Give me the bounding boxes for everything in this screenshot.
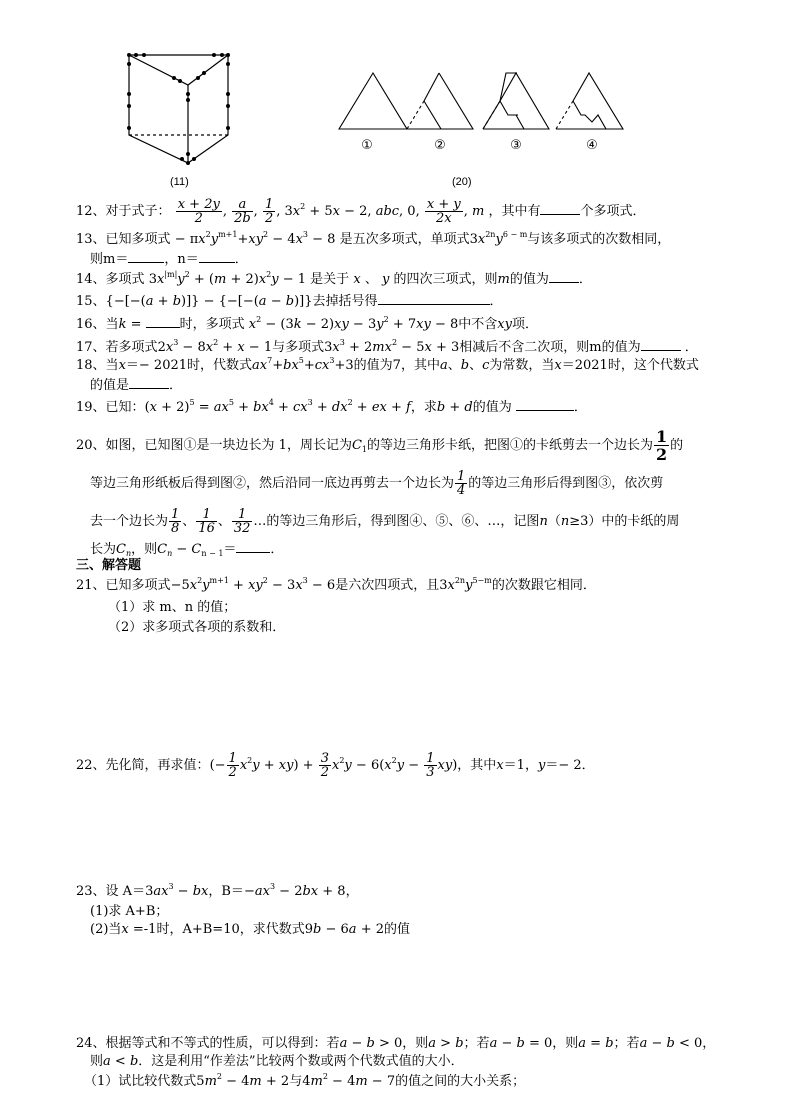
question-15: 15、{−[−(a + b)]} − {−[−(a − b)]}去掉括号得 ． (76, 294, 503, 309)
question-20-line2: 等边三角形纸板后得到图②，然后沿同一底边再剪去一个边长为 $\frac{1}{4}$ 的等边三角形后得到图③，依次剪 (90, 469, 664, 498)
question-21-sub2: （2）求多项式各项的系数和． (108, 620, 286, 635)
question-21: 21、已知多项式$-5x^2y^{m+1} + xy^2 - 3x^3 - 6$是六次四项式，且$3x^{2n}y^{5-m}$的次数跟它相同． (76, 576, 596, 593)
answer-blank-13-m[interactable] (128, 250, 164, 263)
figure-20-mark-1: ① (361, 138, 373, 153)
question-24-sub1: （1）试比较代数式$5m^2 - 4m + 2$与$4m^2 - 4m - 7$的值之间的大小关系； (84, 1072, 526, 1089)
question-19: 19、已知：$(x + 2)^5 = ax^5 + bx^4 + cx^3 + dx^2$ + ex + f，求b + d的值为 ． (76, 398, 587, 415)
figure-11-caption: (11) (170, 176, 189, 188)
question-18: 18、当x＝− 2021时，代数式$ax^7+bx^5+cx^3+3$的值为7，其中a、b、c为常数，当x＝2021时，这个代数式 (76, 356, 699, 373)
answer-blank-15[interactable] (378, 292, 490, 305)
question-17: 17、若多项式$2x^3 - 8x^2 + x - 1$与多项式$3x^3 + 2mx^2 - 5x + 3$相减后不含二次项，则m的值为 ． (76, 338, 698, 355)
answer-blank-14[interactable] (549, 270, 579, 283)
question-13-line2: 则m＝ ，n＝ ． (90, 252, 248, 267)
question-12: 12、对于式子： $\frac{x + 2y}{2}$ , $\frac{a}{2b}$ , $\frac{1}{2}$ , $3x^2 + 5x - 2$, abc, 0, $\frac{x + y}{2x}$ , m ，其中有 个多项式． (76, 197, 646, 226)
question-24: 24、根据等式和不等式的性质，可以得到：若a − b > 0，则a > b；若a − b = 0，则a = b；若a − b < 0， (76, 1036, 716, 1051)
question-16: 16、当k = 时，多项式 $x^2 - (3k - 2)xy - 3y^2 + 7xy - 8$中不含xy项． (76, 315, 538, 332)
figure-20-caption: (20) (452, 176, 472, 188)
answer-blank-18[interactable] (129, 376, 169, 389)
question-20-line3: 去一个边长为 $\frac{1}{8}$ 、 $\frac{1}{16}$ 、 $\frac{1}{32}$ …的等边三角形后，得到图④、⑤、⑥、…，记图n（n≥3）中的卡纸的周 (90, 507, 680, 536)
answer-blank-17[interactable] (641, 338, 681, 351)
question-23: 23、设 $A=3ax^3$ − bx，$B=-ax^3 - 2bx + 8$， (76, 882, 359, 899)
question-24-line2: 则a < b．这是利用“作差法”比较两个数或两个代数式值的大小． (90, 1054, 464, 1069)
answer-blank-20[interactable] (236, 540, 270, 553)
question-18-line2: 的值是 ． (90, 378, 183, 393)
question-13: 13、已知多项式 − $\pi x^2y^{m+1}+xy^2 - 4x^3 - 8$ 是五次多项式，单项式$3x^{2n}y^{6 - m}$与该多项式的次数相同， (76, 230, 671, 247)
question-20-line4: 长为$C_n$，则$C_n - C_{n - 1}=$ ． (90, 542, 284, 558)
figure-20-mark-2: ② (434, 138, 446, 153)
question-23-sub1: (1)求 A+B； (90, 904, 169, 919)
question-14: 14、多项式 $3x^{|m|}y^2 + (m + 2)x^2y - 1$ 是关于 x 、 y 的四次三项式，则m的值为 ． (76, 270, 592, 287)
question-20: 20、如图，已知图①是一块边长为 1，周长记为$C_1$的等边三角形卡纸，把图①的卡纸剪去一个边长为 $\frac{1}{2}$ 的 (76, 427, 684, 464)
answer-blank-19[interactable] (516, 398, 574, 411)
answer-blank-16[interactable] (146, 315, 180, 328)
section-heading-3: 三、解答题 (76, 558, 142, 573)
figure-20-mark-3: ③ (510, 138, 522, 153)
question-21-sub1: （1）求 m、n 的值； (108, 600, 237, 615)
answer-blank-13-n[interactable] (199, 250, 235, 263)
figure-11-prism (122, 50, 240, 172)
figure-20-mark-4: ④ (586, 138, 598, 153)
answer-blank-12[interactable] (540, 202, 580, 215)
question-23-sub2: (2)当x =-1时，A+B=10，求代数式9b − 6a + 2的值 (90, 922, 411, 937)
figure-20-triangles (336, 70, 626, 160)
question-22: 22、先化简，再求值：(− $\frac{1}{2}$ $x^2y + xy$) + $\frac{3}{2}$ $x^2y - 6(x^2y$ − $\frac{1}{3}$ xy)，其中x＝1，y＝− 2． (76, 751, 595, 780)
